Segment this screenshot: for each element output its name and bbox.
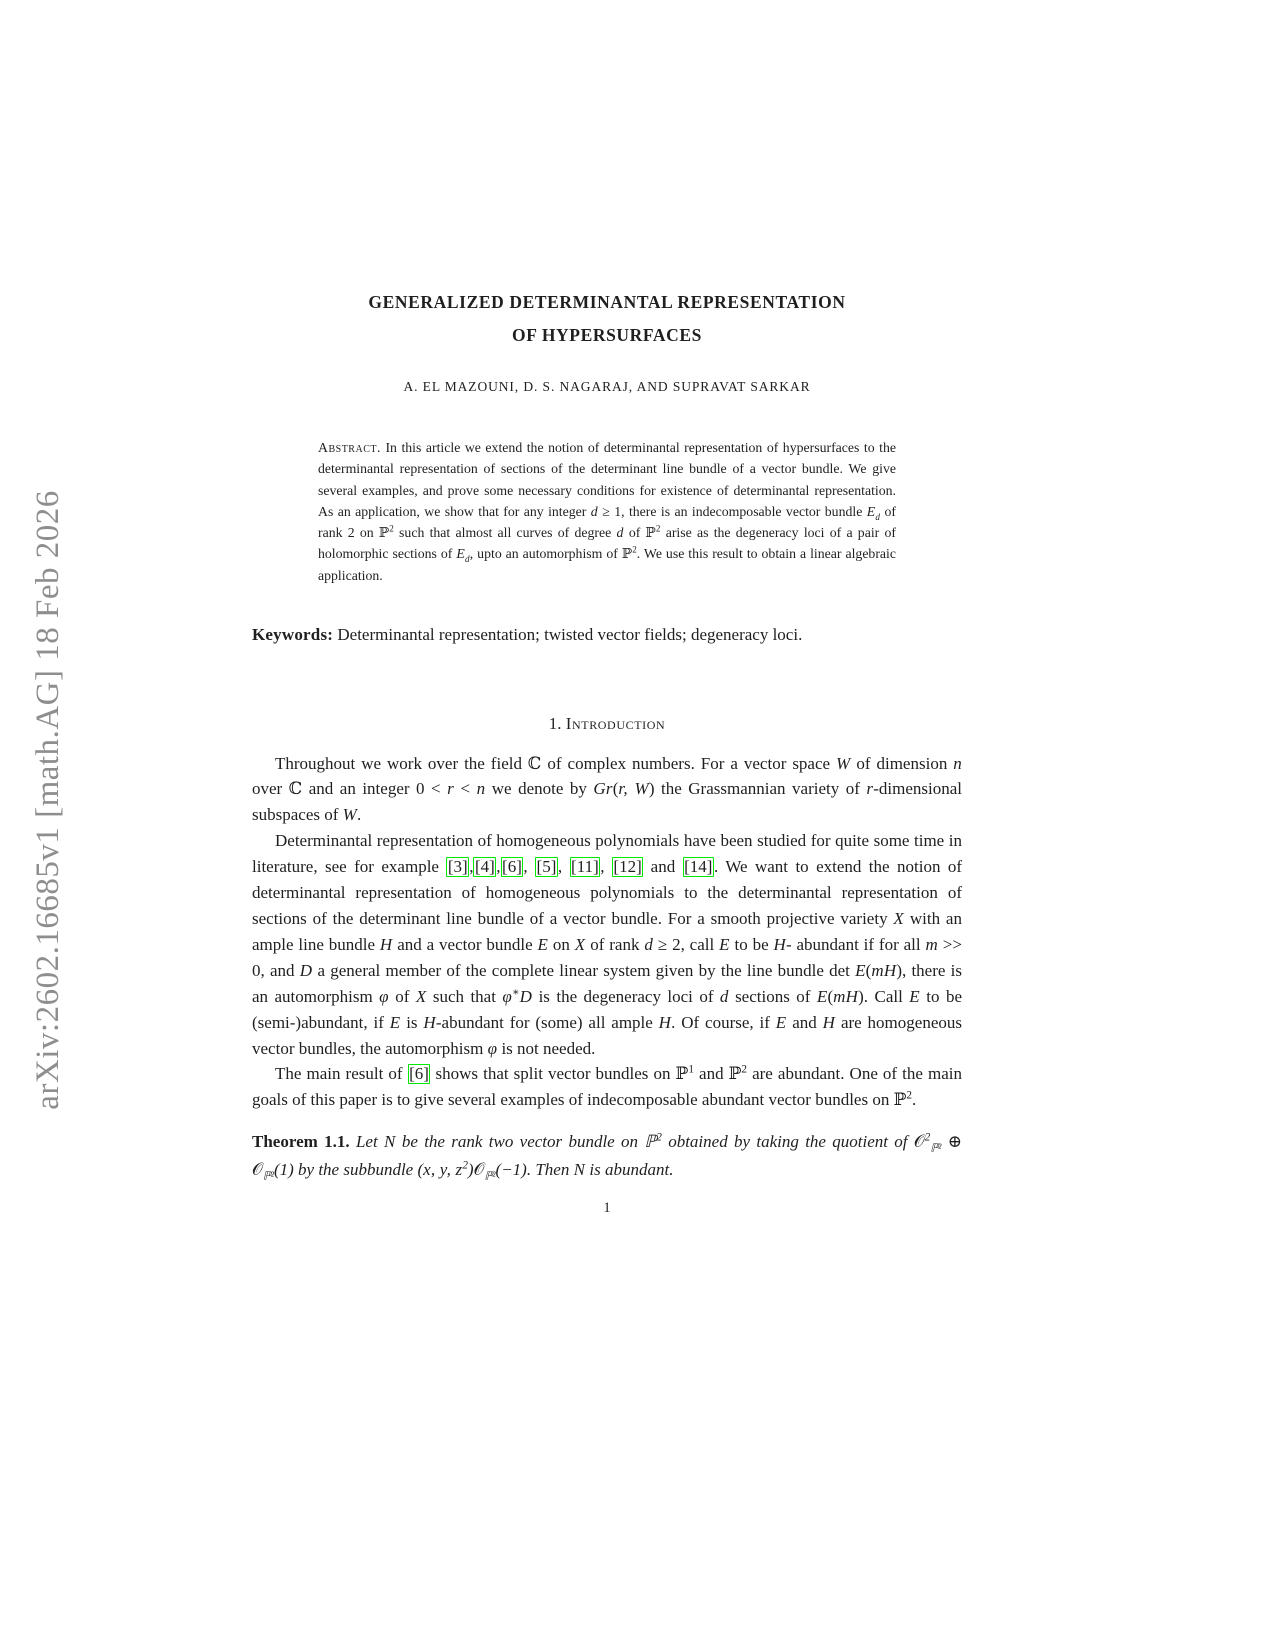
citation-link[interactable]: [4]	[474, 857, 495, 877]
arxiv-watermark: arXiv:2602.16685v1 [math.AG] 18 Feb 2026	[30, 490, 66, 1110]
theorem-statement: Let N be the rank two vector bundle on ℙ$^2$ obtained by taking the quotient of 𝒪$^2_{ℙ^2}$ ⊕ 𝒪$_{ℙ^2}$(1) by the subbundle (x, y, $z^2)𝒪_{ℙ^2}(-1)$. Then N is abundant.	[252, 1131, 962, 1183]
citation-link[interactable]: [5]	[536, 857, 557, 877]
abstract-block	[252, 437, 962, 586]
abstract-label: Abstract.	[318, 440, 381, 455]
citation-link[interactable]: [3]	[447, 857, 468, 877]
intro-paragraph-1: Throughout we work over the field ℂ of complex numbers. For a vector space W of dimension n over ℂ and an integer 0 < r < n we denote by Gr(r, W) the Grassmannian variety of r-dimensional subspaces of W.	[252, 753, 962, 825]
section-heading	[252, 714, 962, 734]
paper-content	[252, 0, 962, 1217]
citation-link[interactable]: [6]	[409, 1064, 429, 1084]
citation-link[interactable]: [6]	[502, 857, 522, 877]
theorem-label: Theorem 1.1.	[252, 1132, 350, 1152]
citation-link[interactable]: [11]	[571, 857, 599, 877]
page-number: 1	[603, 1200, 611, 1217]
section-number: 1.	[548, 713, 562, 733]
keywords-block	[252, 622, 962, 648]
keywords-text: Determinantal representation; twisted vector fields; degeneracy loci.	[337, 625, 803, 645]
theorem-1-1	[252, 1128, 962, 1184]
introduction-body	[252, 751, 962, 1114]
citation-link[interactable]: [12]	[613, 857, 642, 877]
abstract-text: In this article we extend the notion of determinantal representation of hypersurfaces to the determinantal representation of sections of the determinant line bundle of a vector bundle. We give several examples, and prove some necessary conditions for existence of determinantal representation. As an application, we show that for any integer d ≥ 1, there is an indecomposable vector bundle $E_d$ of rank 2 on ℙ$^2$ such that almost all curves of degree d of ℙ$^2$ arise as the degeneracy loci of a pair of holomorphic sections of $E_d$, upto an automorphism of ℙ$^2$. We use this result to obtain a linear algebraic application.	[318, 440, 897, 583]
intro-paragraph-3: The main result of [6] shows that split vector bundles on ℙ$^1$ and ℙ$^2$ are abundant. One of the main goals of this paper is to give several examples of indecomposable abundant vector bundles on ℙ$^2$.	[252, 1063, 962, 1110]
paper-authors: A. EL MAZOUNI, D. S. NAGARAJ, AND SUPRAVAT SARKAR	[403, 379, 811, 394]
citation-link[interactable]: [14]	[684, 857, 713, 877]
section-title: Introduction	[565, 713, 666, 733]
paper-title: GENERALIZED DETERMINANTAL REPRESENTATION OF HYPERSURFACES	[368, 292, 846, 345]
intro-paragraph-2: Determinantal representation of homogeneous polynomials have been studied for quite some time in literature, see for example [3],[4],[6], [5], [11], [12] and [14]. We want to extend the notion of determinantal representation of homogeneous polynomials to the determinantal representation of sections of the determinant line bundle of a vector bundle. For a smooth projective variety X with an ample line bundle H and a vector bundle E on X of rank d ≥ 2, call E to be H- abundant if for all m >> 0, and D a general member of the complete linear system given by the line bundle det E(mH), there is an automorphism φ of X such that φ∗D is the degeneracy loci of d sections of E(mH). Call E to be (semi-)abundant, if E is H-abundant for (some) all ample H. Of course, if E and H are homogeneous vector bundles, the automorphism φ is not needed.	[252, 831, 963, 1058]
keywords-label: Keywords:	[252, 625, 334, 645]
